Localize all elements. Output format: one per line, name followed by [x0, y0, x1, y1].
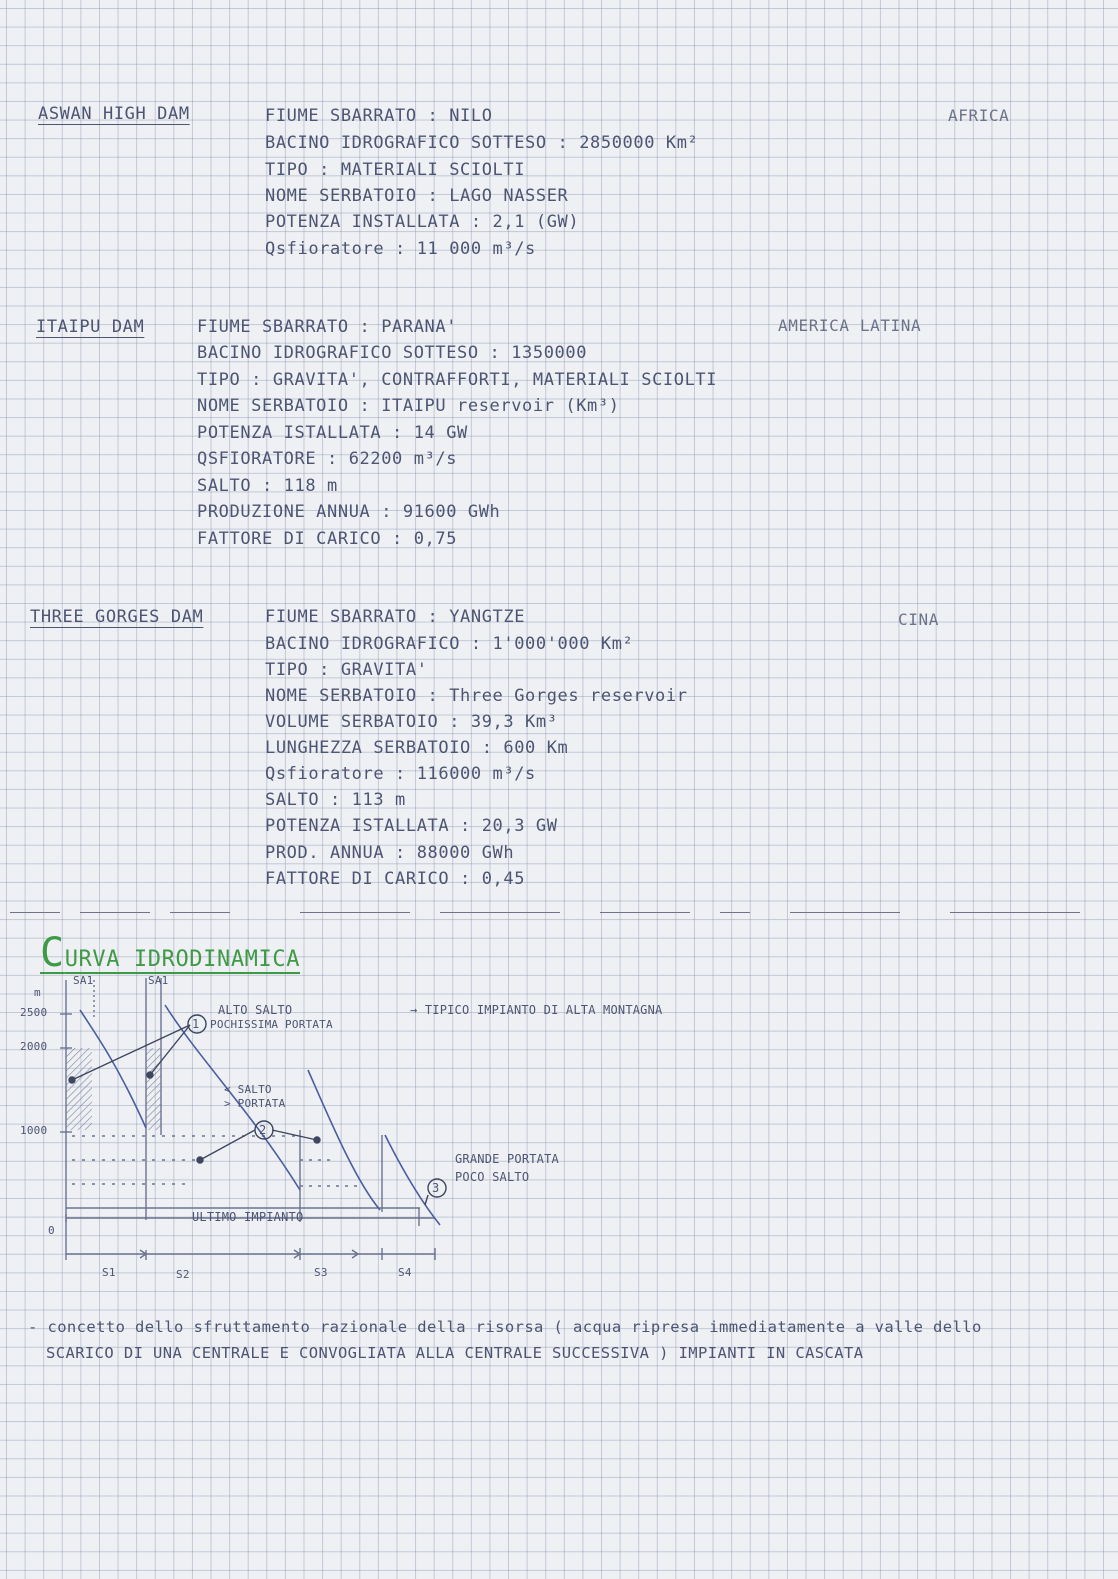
dam-detail-line: BACINO IDROGRAFICO SOTTESO : 1350000: [197, 343, 588, 363]
circled-number: 1: [192, 1017, 200, 1031]
dam-detail-line: VOLUME SERBATOIO : 39,3 Km³: [265, 712, 558, 732]
dam-region: CINA: [898, 610, 939, 629]
annotation-ultimo-impianto: ULTIMO IMPIANTO: [192, 1210, 304, 1224]
x-axis-label: S1: [102, 1266, 116, 1279]
dam-detail-line: SALTO : 113 m: [265, 790, 406, 810]
y-tick-label: 0: [48, 1224, 55, 1237]
dam-detail-line: POTENZA INSTALLATA : 2,1 (GW): [265, 212, 580, 232]
conclusion-line-2: SCARICO DI UNA CENTRALE E CONVOGLIATA ALLA CENTRALE SUCCESSIVA ) IMPIANTI IN CASCATA: [46, 1344, 864, 1362]
dam-detail-line: LUNGHEZZA SERBATOIO : 600 Km: [265, 738, 569, 758]
dam-detail-line: FATTORE DI CARICO : 0,75: [197, 529, 458, 549]
dam-detail-line: TIPO : GRAVITA': [265, 660, 428, 680]
dam-title: ITAIPU DAM: [36, 317, 145, 337]
dam-region: AFRICA: [948, 106, 1010, 125]
dam-detail-line: BACINO IDROGRAFICO SOTTESO : 2850000 Km²: [265, 133, 699, 153]
y-axis-unit: m: [34, 986, 41, 999]
annotation-poco-salto: POCO SALTO: [455, 1170, 530, 1184]
annotation-portata-more: > PORTATA: [224, 1097, 286, 1110]
y-tick-label: 2500: [20, 1006, 48, 1019]
dam-detail-line: FIUME SBARRATO : YANGTZE: [265, 607, 526, 627]
dam-detail-line: POTENZA ISTALLATA : 20,3 GW: [265, 816, 558, 836]
x-axis-label: S2: [176, 1268, 190, 1281]
annotation-grande-portata: GRANDE PORTATA: [455, 1152, 559, 1166]
dam-detail-line: NOME SERBATOIO : Three Gorges reservoir: [265, 686, 688, 706]
annotation-tipico: → TIPICO IMPIANTO DI ALTA MONTAGNA: [410, 1003, 663, 1017]
annotation-salto-less: < SALTO: [224, 1083, 272, 1096]
top-label: SA1: [148, 974, 169, 987]
dam-detail-line: NOME SERBATOIO : ITAIPU reservoir (Km³): [197, 396, 620, 416]
dam-detail-line: NOME SERBATOIO : LAGO NASSER: [265, 186, 569, 206]
dam-detail-line: Qsfioratore : 116000 m³/s: [265, 764, 536, 784]
curve-title-initial: C: [40, 930, 65, 976]
circled-number: 3: [432, 1181, 440, 1195]
curve-title-rest: URVA IDRODINAMICA: [64, 947, 301, 972]
x-axis-label: S4: [398, 1266, 412, 1279]
dam-detail-line: QSFIORATORE : 62200 m³/s: [197, 449, 458, 469]
dam-detail-line: TIPO : MATERIALI SCIOLTI: [265, 160, 526, 180]
dam-region: AMERICA LATINA: [778, 316, 922, 335]
dam-detail-line: FIUME SBARRATO : PARANA': [197, 317, 458, 337]
dam-detail-line: FIUME SBARRATO : NILO: [265, 106, 493, 126]
dam-detail-line: SALTO : 118 m: [197, 476, 338, 496]
y-tick-label: 1000: [20, 1124, 48, 1137]
annotation-alto-salto: ALTO SALTO: [218, 1003, 293, 1017]
x-axis-label: S3: [314, 1266, 328, 1279]
conclusion-line-1: - concetto dello sfruttamento razionale della risorsa ( acqua ripresa immediatamente a valle dello: [28, 1318, 982, 1336]
dam-detail-line: BACINO IDROGRAFICO : 1'000'000 Km²: [265, 634, 634, 654]
dam-detail-line: Qsfioratore : 11 000 m³/s: [265, 239, 536, 259]
dam-detail-line: FATTORE DI CARICO : 0,45: [265, 869, 526, 889]
annotation-poca-portata: POCHISSIMA PORTATA: [210, 1018, 333, 1031]
dam-detail-line: PROD. ANNUA : 88000 GWh: [265, 843, 515, 863]
dam-detail-line: POTENZA ISTALLATA : 14 GW: [197, 423, 468, 443]
dam-detail-line: PRODUZIONE ANNUA : 91600 GWh: [197, 502, 501, 522]
dam-title: ASWAN HIGH DAM: [38, 104, 190, 124]
top-label: SA1: [73, 974, 94, 987]
circled-number: 2: [259, 1123, 267, 1137]
dam-detail-line: TIPO : GRAVITA', CONTRAFFORTI, MATERIALI SCIOLTI: [197, 370, 718, 390]
dam-title: THREE GORGES DAM: [30, 607, 204, 627]
y-tick-label: 2000: [20, 1040, 48, 1053]
